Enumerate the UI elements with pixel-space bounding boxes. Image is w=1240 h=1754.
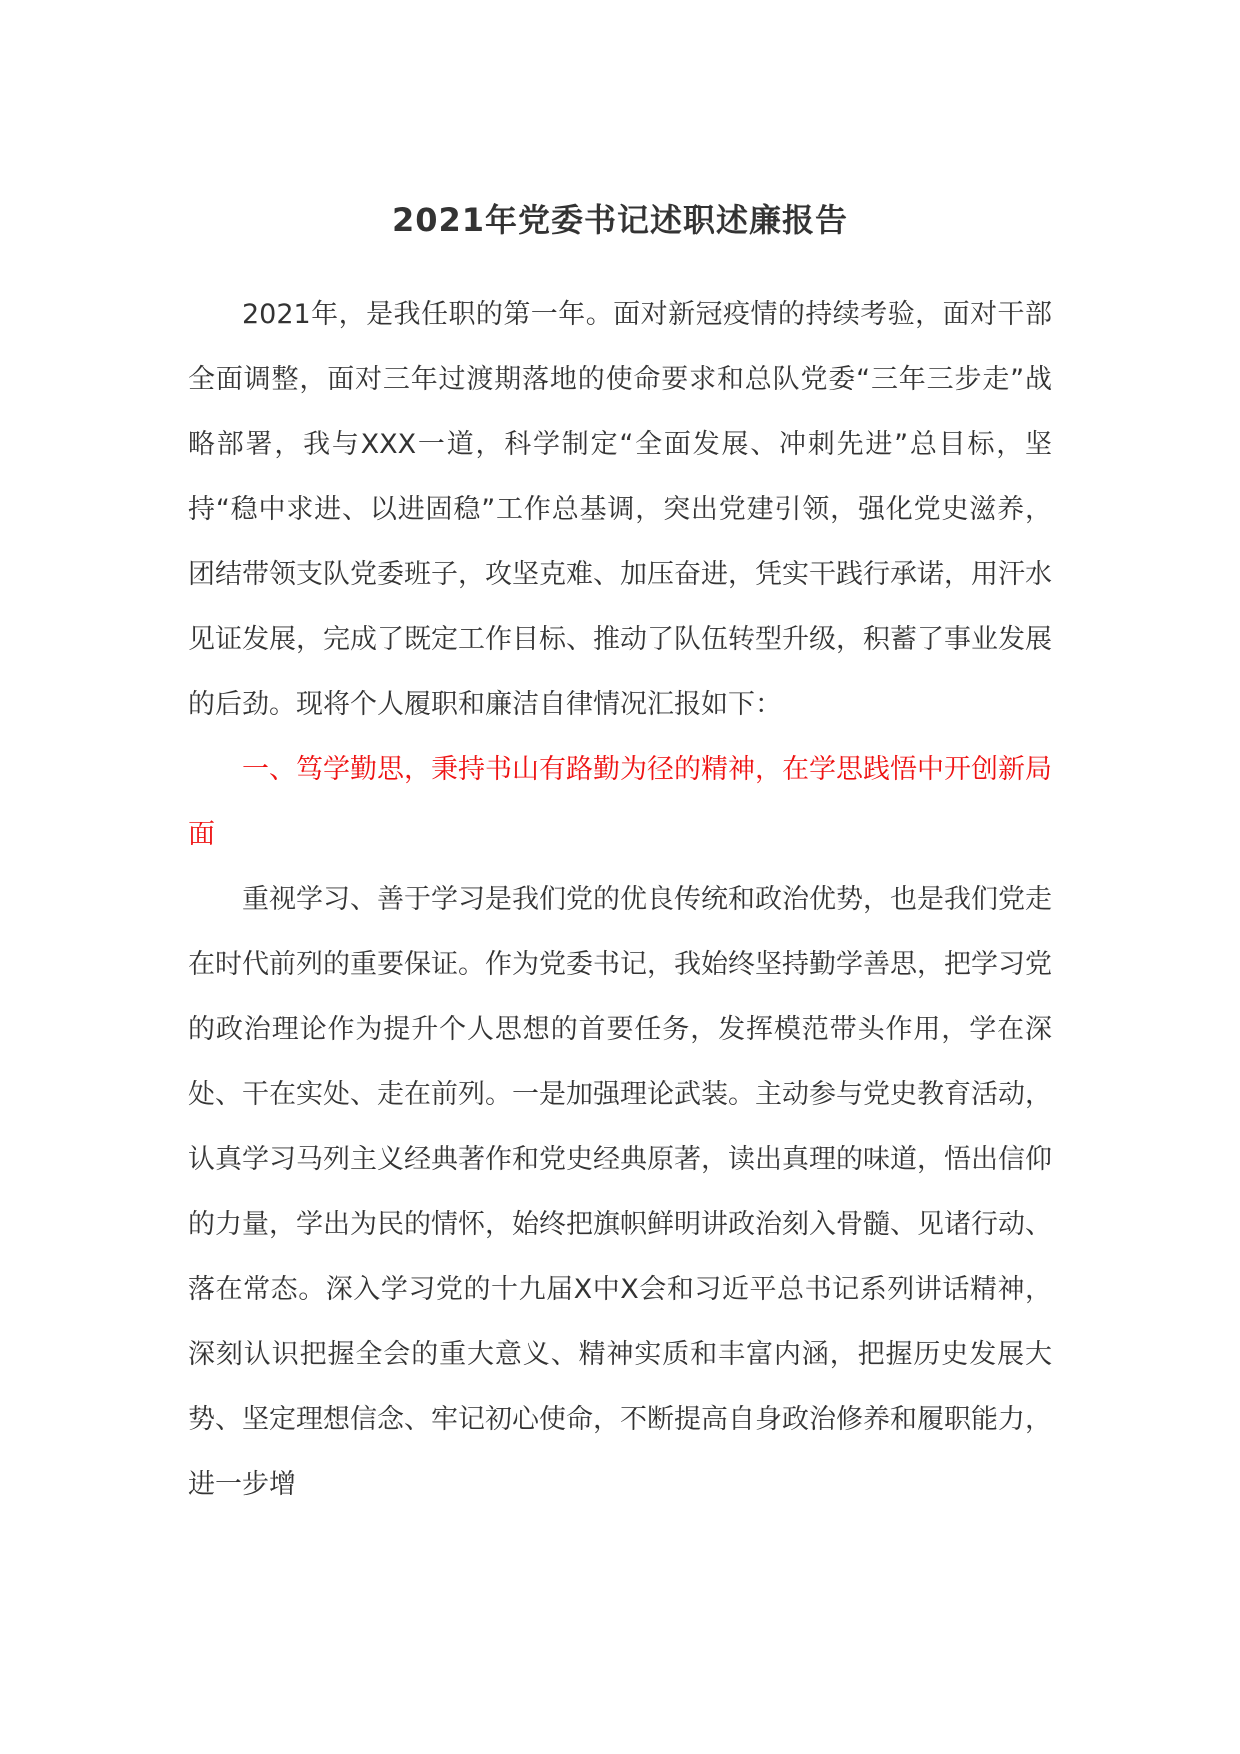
document-title: 2021年党委书记述职述廉报告 [391, 201, 849, 239]
section-heading-1: 一、笃学勤思，秉持书山有路勤为径的精神，在学思践悟中开创新局面 [188, 754, 1052, 850]
paragraph-intro: 2021年，是我任职的第一年。面对新冠疫情的持续考验，面对干部全面调整，面对三年过渡期落地的使命要求和总队党委“三年三步走”战略部署，我与XXX一道，科学制定“全面发展、冲刺先进”总目标，坚持“稳中求进、以进固稳”工作总基调，突出党建引领，强化党史滋养，团结带领支队党委班子，攻坚克难、加压奋进，凭实干践行承诺，用汗水见证发展，完成了既定工作目标、推动了队伍转型升级，积蓄了事业发展的后劲。现将个人履职和廉洁自律情况汇报如下： [188, 299, 1052, 720]
paragraph-section-1: 重视学习、善于学习是我们党的优良传统和政治优势，也是我们党走在时代前列的重要保证。作为党委书记，我始终坚持勤学善思，把学习党的政治理论作为提升个人思想的首要任务，发挥模范带头作用，学在深处、干在实处、走在前列。一是加强理论武装。主动参与党史教育活动，认真学习马列主义经典著作和党史经典原著，读出真理的味道，悟出信仰的力量，学出为民的情怀，始终把旗帜鲜明讲政治刻入骨髓、见诸行动、落在常态。深入学习党的十九届X中X会和习近平总书记系列讲话精神，深刻认识把握全会的重大意义、精神实质和丰富内涵，把握历史发展大势、坚定理想信念、牢记初心使命，不断提高自身政治修养和履职能力，进一步增 [188, 884, 1052, 1500]
document-body [188, 282, 1052, 1517]
